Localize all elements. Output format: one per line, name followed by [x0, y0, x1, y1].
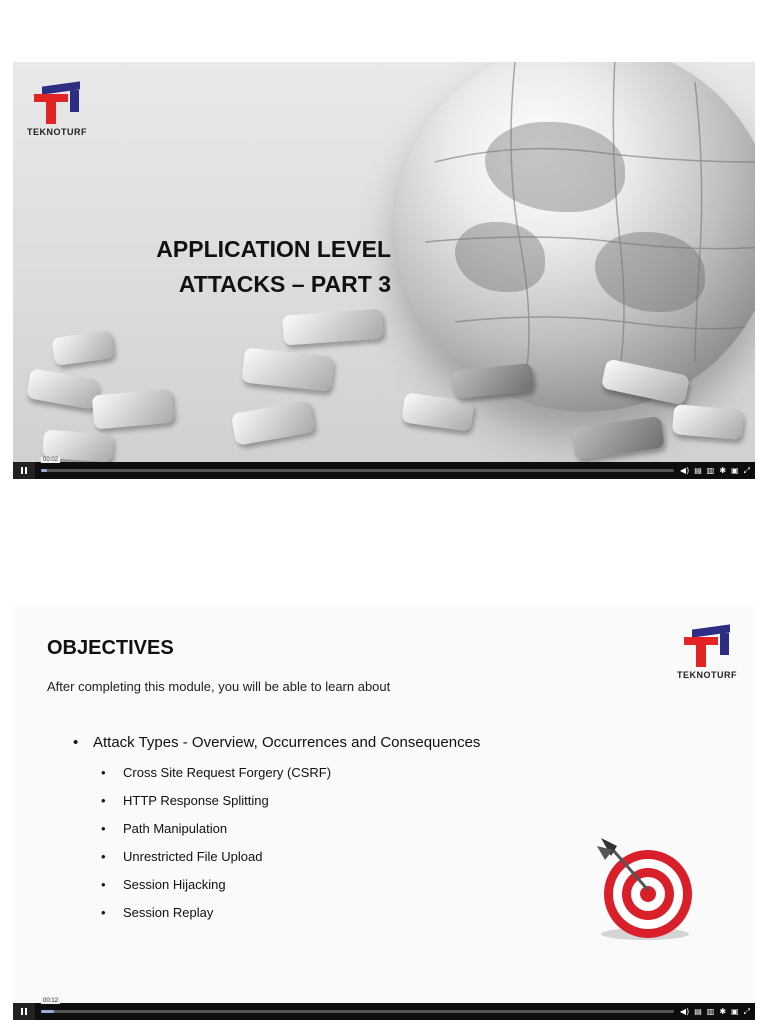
dartboard-target-icon [583, 832, 703, 942]
puzzle-piece [26, 368, 100, 410]
video-player-bar [13, 457, 755, 479]
logo-text: TEKNOTURF [27, 127, 87, 137]
pip-icon[interactable]: ▣ [731, 1006, 739, 1016]
puzzle-piece [571, 416, 665, 460]
puzzle-piece [92, 389, 175, 430]
teknoturf-logo [27, 82, 87, 137]
pause-icon [21, 1008, 27, 1015]
slide-title: OBJECTIVES [47, 637, 174, 659]
sub-bullet-list [101, 765, 331, 933]
captions-icon[interactable]: ▤ [694, 1006, 702, 1016]
volume-icon[interactable]: ◀) [679, 1006, 690, 1016]
teknoturf-logo [677, 625, 737, 680]
pause-button[interactable] [13, 1003, 35, 1020]
list-item-text: HTTP Response Splitting [123, 793, 269, 808]
video-player-bar [13, 998, 755, 1020]
pause-button[interactable] [13, 462, 35, 479]
notes-icon[interactable]: ▥ [706, 465, 715, 475]
list-item: • HTTP Response Splitting [101, 793, 269, 808]
list-item-text: Cross Site Request Forgery (CSRF) [123, 765, 332, 780]
logo-mark-icon [32, 82, 82, 124]
seek-bar[interactable] [41, 998, 674, 1013]
logo-text: TEKNOTURF [677, 670, 737, 680]
title-slide [13, 62, 755, 479]
puzzle-seams [395, 62, 755, 412]
list-item: • Path Manipulation [101, 821, 228, 836]
seek-progress [41, 1010, 54, 1013]
list-item-text: Session Replay [123, 905, 214, 920]
list-item-text: Unrestricted File Upload [123, 849, 263, 864]
time-tooltip: 00:12 [43, 998, 59, 1004]
pause-icon [21, 467, 27, 474]
slide-title-line1: APPLICATION LEVEL [156, 236, 391, 262]
fullscreen-icon[interactable]: ⤢ [743, 1006, 750, 1016]
captions-icon[interactable]: ▤ [694, 465, 702, 475]
player-controls [680, 1007, 755, 1017]
puzzle-piece [231, 400, 315, 445]
list-item: • Cross Site Request Forgery (CSRF) [101, 765, 332, 780]
pip-icon[interactable]: ▣ [731, 465, 739, 475]
list-item-text: Session Hijacking [123, 877, 226, 892]
main-bullet: • Attack Types - Overview, Occurrences and Consequences [73, 734, 481, 751]
slide-title-line2: ATTACKS – PART 3 [178, 271, 391, 297]
puzzle-piece [241, 347, 334, 391]
seek-bar[interactable] [41, 457, 674, 472]
player-controls [680, 466, 755, 476]
list-item: • Session Hijacking [101, 877, 226, 892]
list-item: • Unrestricted File Upload [101, 849, 263, 864]
list-item: • Session Replay [101, 905, 214, 920]
puzzle-piece [282, 309, 384, 346]
objectives-slide [13, 607, 755, 1020]
fullscreen-icon[interactable]: ⤢ [743, 465, 750, 475]
volume-icon[interactable]: ◀) [679, 465, 690, 475]
notes-icon[interactable]: ▥ [706, 1006, 715, 1016]
slide-title [131, 232, 391, 302]
gear-icon[interactable]: ✱ [719, 1006, 727, 1016]
list-item-text: Path Manipulation [123, 821, 228, 836]
main-bullet-text: Attack Types - Overview, Occurrences and Consequences [93, 734, 481, 751]
seek-progress [41, 469, 47, 472]
gear-icon[interactable]: ✱ [719, 465, 727, 475]
time-tooltip: 00:02 [43, 457, 59, 463]
slide-subtitle: After completing this module, you will be able to learn about [47, 679, 391, 694]
logo-mark-icon [682, 625, 732, 667]
puzzle-piece [51, 330, 114, 366]
puzzle-piece [672, 404, 744, 440]
puzzle-globe-image [395, 62, 755, 412]
